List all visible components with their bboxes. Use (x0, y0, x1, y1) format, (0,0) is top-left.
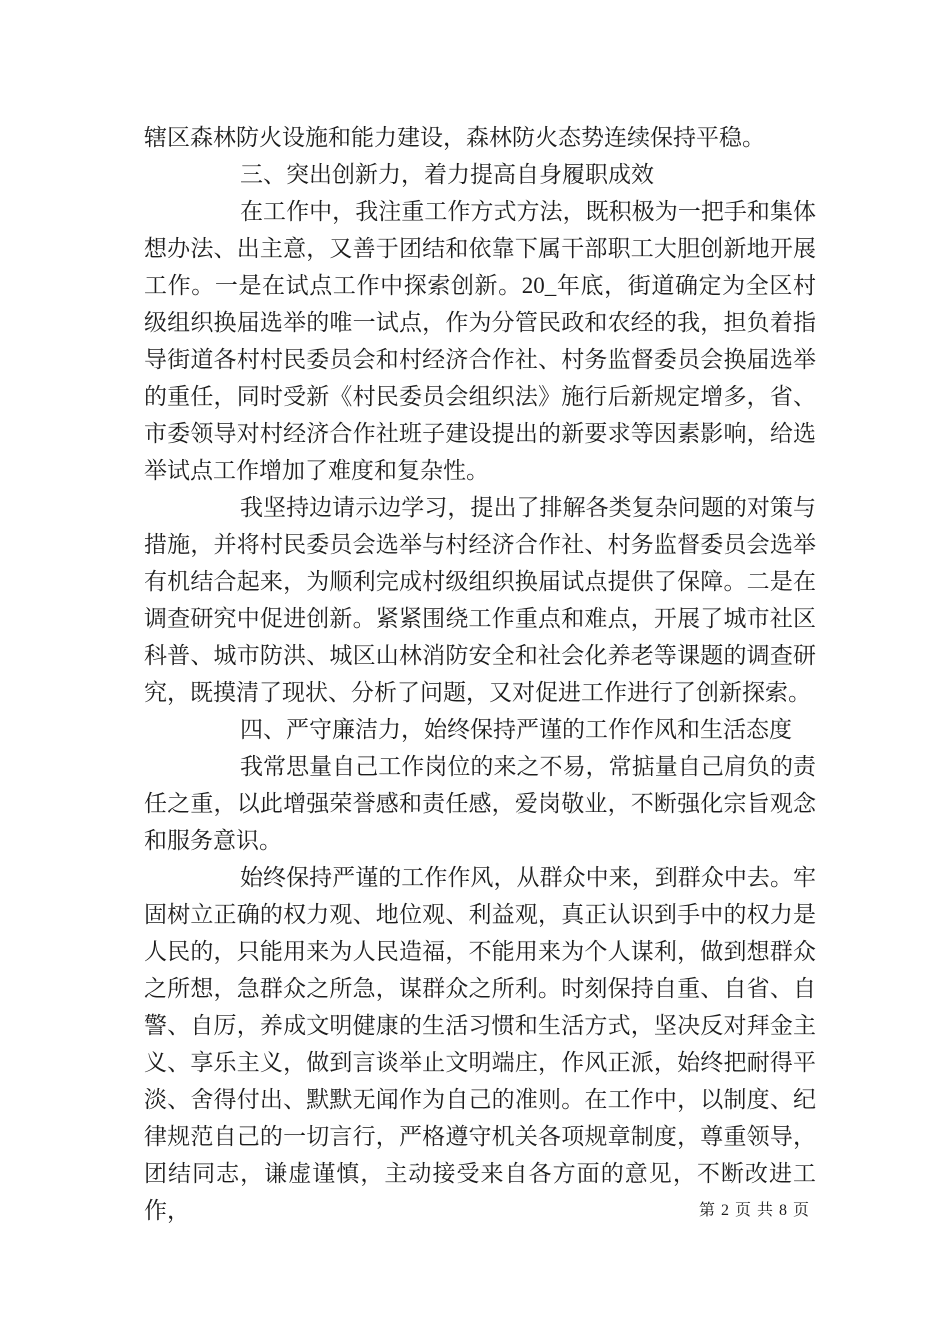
section-heading-four: 四、严守廉洁力，始终保持严谨的工作作风和生活态度 (240, 717, 792, 742)
document-body (144, 119, 816, 1229)
paragraph: 在工作中，我注重工作方式方法，既积极为一把手和集体想办法、出主意，又善于团结和依靠下属干部职工大胆创新地开展工作。一是在试点工作中探索创新。20_年底，街道确定为全区村级组织换届选举的唯一试点，作为分管民政和农经的我，担负着指导街道各村村民委员会和村经济合作社、村务监督委员会换届选举的重任，同时受新《村民委员会组织法》施行后新规定增多，省、市委领导对村经济合作社班子建设提出的新要求等因素影响，给选举试点工作增加了难度和复杂性。 (144, 199, 816, 483)
paragraph: 我坚持边请示边学习，提出了排解各类复杂问题的对策与措施，并将村民委员会选举与村经济合作社、村务监督委员会选举有机结合起来，为顺利完成村级组织换届试点提供了保障。二是在调查研究中促进创新。紧紧围绕工作重点和难点，开展了城市社区科普、城市防洪、城区山林消防安全和社会化养老等课题的调查研究，既摸清了现状、分析了问题，又对促进工作进行了创新探索。 (144, 495, 816, 705)
paragraph-continued: 辖区森林防火设施和能力建设，森林防火态势连续保持平稳。 (144, 125, 765, 150)
section-heading-three: 三、突出创新力，着力提高自身履职成效 (240, 162, 654, 187)
paragraph: 始终保持严谨的工作作风，从群众中来，到群众中去。牢固树立正确的权力观、地位观、利益观，真正认识到手中的权力是人民的，只能用来为人民造福，不能用来为个人谋利，做到想群众之所想，急群众之所急，谋群众之所利。时刻保持自重、自省、自警、自厉，养成文明健康的生活习惯和生活方式，坚决反对拜金主义、享乐主义，做到言谈举止文明端庄，作风正派，始终把耐得平淡、舍得付出、默默无闻作为自己的准则。在工作中，以制度、纪律规范自己的一切言行，严格遵守机关各项规章制度，尊重领导，团结同志，谦虚谨慎，主动接受来自各方面的意见，不断改进工作， (144, 865, 816, 1223)
page-number-footer: 第 2 页 共 8 页 (698, 1202, 810, 1219)
paragraph: 我常思量自己工作岗位的来之不易，常掂量自己肩负的责任之重，以此增强荣誉感和责任感，爱岗敬业，不断强化宗旨观念和服务意识。 (144, 754, 816, 853)
